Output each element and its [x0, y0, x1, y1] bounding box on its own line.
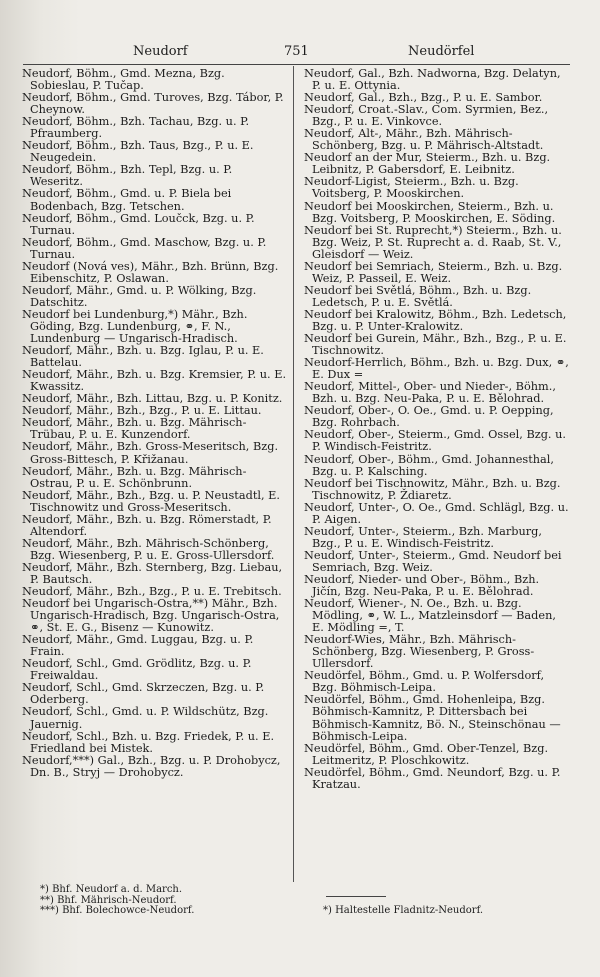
gazetteer-entry: Neudorf (Nová ves), Mähr., Bzh. Brünn, Bzg. Eibenschitz, P. Oslawan. — [22, 259, 279, 285]
gazetteer-entry: Neudorf, Croat.-Slav., Com. Syrmien, Bez., Bzg., P. u. E. Vinkovce. — [304, 103, 549, 129]
gazetteer-entry: Neudorf, Mähr., Bzh., Bzg. u. P. Neustadtl, E. Tischnowitz und Gross-Meseritsch. — [22, 488, 280, 514]
gazetteer-entry: Neudorf, Mähr., Bzh. Gross-Meseritsch, Bzg. Gross-Bittesch, P. Křižanau. — [22, 440, 279, 466]
footnote-line: *) Bhf. Neudorf a. d. March. — [40, 884, 183, 895]
footnote-right: *) Haltestelle Fladnitz-Neudorf. — [323, 905, 484, 916]
gazetteer-entry: Neudorf, Schl., Bzh. u. Bzg. Friedek, P. u. E. Friedland bei Mistek. — [22, 729, 275, 755]
gazetteer-entry: Neudorf-Ligist, Steierm., Bzh. u. Bzg. Voitsberg, P. Mooskirchen. — [304, 175, 519, 201]
gazetteer-entry: Neudorf, Gal., Bzh. Nadworna, Bzg. Delatyn, P. u. E. Ottynia. — [304, 67, 561, 93]
gazetteer-entry: Neudorf, Gal., Bzh., Bzg., P. u. E. Sambor. — [304, 91, 543, 105]
gazetteer-entry: Neudorf, Nieder- und Ober-, Böhm., Bzh. Jičín, Bzg. Neu-Paka, P. u. E. Bělohrad. — [304, 572, 540, 599]
gazetteer-entry: Neudorf-Herrlich, Böhm., Bzh. u. Bzg. Dux, ⚭, E. Dux = — [304, 356, 569, 382]
right-column — [304, 68, 569, 791]
column-divider — [293, 66, 294, 882]
gazetteer-entry: Neudörfel, Böhm., Gmd. Ober-Tenzel, Bzg. Leitmeritz, P. Ploschkowitz. — [304, 741, 549, 767]
gazetteer-entry: Neudorf an der Mur, Steierm., Bzh. u. Bzg. Leibnitz, P. Gabersdorf, E. Leibnitz. — [304, 151, 551, 177]
gazetteer-entry: Neudorf, Wiener-, N. Oe., Bzh. u. Bzg. Mödling, ⚭, W. L., Matzleinsdorf — Baden, E. Mödling =, T. — [304, 597, 556, 635]
header-left-keyword: Neudorf — [133, 44, 188, 59]
gazetteer-entry: Neudorf bei St. Ruprecht,*) Steierm., Bzh. u. Bzg. Weiz, P. St. Ruprecht a. d. Raab, St. V., Gleisdorf — Weiz. — [304, 223, 562, 261]
gazetteer-entry: Neudorf, Mähr., Bzh. Littau, Bzg. u. P. Konitz. — [22, 392, 283, 406]
gazetteer-entry: Neudorf bei Světlá, Böhm., Bzh. u. Bzg. Ledetsch, P. u. E. Světlá. — [304, 283, 532, 309]
footnotes-left — [40, 885, 194, 917]
gazetteer-entry: Neudorf, Böhm., Gmd. Turoves, Bzg. Tábor, P. Cheynow. — [22, 91, 284, 117]
gazetteer-entry: Neudorf, Mähr., Gmd. u. P. Wölking, Bzg. Datschitz. — [22, 283, 257, 309]
gazetteer-entry: Neudorf bei Tischnowitz, Mähr., Bzh. u. Bzg. Tischnowitz, P. Ždiaretz. — [304, 476, 561, 502]
gazetteer-entry: Neudorf, Böhm., Bzh. Tachau, Bzg. u. P. Pfraumberg. — [22, 115, 250, 141]
gazetteer-entry: Neudorf, Mähr., Bzh. u. Bzg. Iglau, P. u. E. Battelau. — [22, 344, 264, 370]
gazetteer-entry: Neudorf, Schl., Gmd. Grödlitz, Bzg. u. P. Freiwaldau. — [22, 657, 252, 683]
gazetteer-entry: Neudörfel, Böhm., Gmd. Neundorf, Bzg. u. P. Kratzau. — [304, 765, 561, 791]
gazetteer-entry: Neudorf bei Gurein, Mähr., Bzh., Bzg., P. u. E. Tischnowitz. — [304, 332, 567, 358]
gazetteer-entry: Neudorf, Mähr., Bzh. u. Bzg. Mährisch-Ostrau, P. u. E. Schönbrunn. — [22, 464, 247, 490]
gazetteer-entry: Neudorf, Mähr., Bzh. u. Bzg. Römerstadt, P. Altendorf. — [22, 512, 272, 538]
gazetteer-entry: Neudorf, Mähr., Bzh. Mährisch-Schönberg, Bzg. Wiesenberg, P. u. E. Gross-Ullersdorf. — [22, 536, 275, 562]
gazetteer-entry: Neudorf, Böhm., Bzh. Tepl, Bzg. u. P. Weseritz. — [22, 163, 233, 189]
footnote-rule — [326, 896, 386, 897]
gazetteer-entry: Neudorf, Mähr., Bzh., Bzg., P. u. E. Trebitsch. — [22, 585, 282, 599]
gazetteer-entry: Neudorf, Böhm., Bzh. Taus, Bzg., P. u. E. Neugedein. — [22, 139, 254, 165]
gazetteer-entry: Neudorf, Unter-, Steierm., Bzh. Marburg, Bzg., P. u. E. Windisch-Feistritz. — [304, 524, 542, 550]
gazetteer-entry: Neudorf, Mähr., Bzh. u. Bzg. Mährisch-Trübau, P. u. E. Kunzendorf. — [22, 416, 247, 442]
header-rule — [23, 64, 570, 65]
footnote-line: ***) Bhf. Bolechowce-Neudorf. — [40, 905, 195, 916]
page-number: 751 — [284, 44, 309, 59]
gazetteer-entry: Neudorf, Schl., Gmd. u. P. Wildschütz, Bzg. Jauernig. — [22, 705, 269, 731]
gazetteer-entry: Neudorf, Böhm., Gmd. Maschow, Bzg. u. P. Turnau. — [22, 235, 267, 261]
gazetteer-entry: Neudorf bei Semriach, Steierm., Bzh. u. Bzg. Weiz, P. Passeil, E. Weiz. — [304, 259, 563, 285]
gazetteer-entry: Neudorf, Unter-, Steierm., Gmd. Neudorf bei Semriach, Bzg. Weiz. — [304, 548, 562, 574]
left-column — [22, 68, 287, 779]
gazetteer-entry: Neudorf, Ober-, Steierm., Gmd. Ossel, Bzg. u. P. Windisch-Feistritz. — [304, 428, 566, 454]
gazetteer-entry: Neudorf,***) Gal., Bzh., Bzg. u. P. Drohobycz, Dn. B., Stryj — Drohobycz. — [22, 753, 281, 779]
gazetteer-entry: Neudorf, Mähr., Gmd. Luggau, Bzg. u. P. Frain. — [22, 633, 254, 659]
gazetteer-entry: Neudorf, Mittel-, Ober- und Nieder-, Böhm., Bzh. u. Bzg. Neu-Paka, P. u. E. Bělohrad. — [304, 380, 556, 406]
gazetteer-entry: Neudorf, Mähr., Bzh. Sternberg, Bzg. Liebau, P. Bautsch. — [22, 560, 283, 586]
gazetteer-entry: Neudorf, Böhm., Gmd. Mezna, Bzg. Sobieslau, P. Tučap. — [22, 67, 225, 93]
footnote-line: **) Bhf. Mährisch-Neudorf. — [40, 894, 177, 906]
gazetteer-entry: Neudörfel, Böhm., Gmd. u. P. Wolfersdorf, Bzg. Böhmisch-Leipa. — [304, 669, 545, 695]
gazetteer-entry: Neudorf, Mähr., Bzh. u. Bzg. Kremsier, P. u. E. Kwassitz. — [22, 368, 287, 394]
gazetteer-entry: Neudörfel, Böhm., Gmd. Hohenleipa, Bzg. Böhmisch-Kamnitz, P. Dittersbach bei Böhmisch-Kamnitz, Bö. N., Steinschönau — Böhmisch-Leipa. — [304, 693, 561, 743]
gazetteer-entry: Neudorf, Schl., Gmd. Skrzeczen, Bzg. u. P. Oderberg. — [22, 681, 265, 707]
gazetteer-entry: Neudorf, Böhm., Gmd. Loučck, Bzg. u. P. Turnau. — [22, 211, 255, 237]
gazetteer-entry: Neudorf, Ober-, Böhm., Gmd. Johannesthal, Bzg. u. P. Kalsching. — [304, 452, 554, 478]
gazetteer-entry: Neudorf-Wies, Mähr., Bzh. Mährisch-Schönberg, Bzg. Wiesenberg, P. Gross-Ullersdorf. — [304, 633, 535, 671]
gazetteer-entry: Neudorf bei Ungarisch-Ostra,**) Mähr., Bzh. Ungarisch-Hradisch, Bzg. Ungarisch-Ostra, ⚭, St. E. G., Bisenz — Kunowitz. — [22, 597, 280, 635]
gazetteer-entry: Neudorf bei Kralowitz, Böhm., Bzh. Ledetsch, Bzg. u. P. Unter-Kralowitz. — [304, 307, 567, 333]
gazetteer-entry: Neudorf bei Mooskirchen, Steierm., Bzh. u. Bzg. Voitsberg, P. Mooskirchen, E. Söding. — [304, 199, 556, 225]
gazetteer-entry: Neudorf, Unter-, O. Oe., Gmd. Schlägl, Bzg. u. P. Aigen. — [304, 500, 569, 526]
gazetteer-entry: Neudorf, Mähr., Bzh., Bzg., P. u. E. Littau. — [22, 404, 262, 418]
gazetteer-entry: Neudorf, Alt-, Mähr., Bzh. Mährisch-Schönberg, Bzg. u. P. Mährisch-Altstadt. — [304, 127, 544, 153]
gazetteer-entry: Neudorf bei Lundenburg,*) Mähr., Bzh. Göding, Bzg. Lundenburg, ⚭, F. N., Lundenburg — Ungarisch-Hradisch. — [22, 307, 248, 346]
gazetteer-entry: Neudorf, Böhm., Gmd. u. P. Biela bei Bodenbach, Bzg. Tetschen. — [22, 187, 232, 213]
gazetteer-entry: Neudorf, Ober-, O. Oe., Gmd. u. P. Oepping, Bzg. Rohrbach. — [304, 404, 554, 430]
page-header — [0, 44, 600, 62]
header-right-keyword: Neudörfel — [408, 44, 475, 59]
